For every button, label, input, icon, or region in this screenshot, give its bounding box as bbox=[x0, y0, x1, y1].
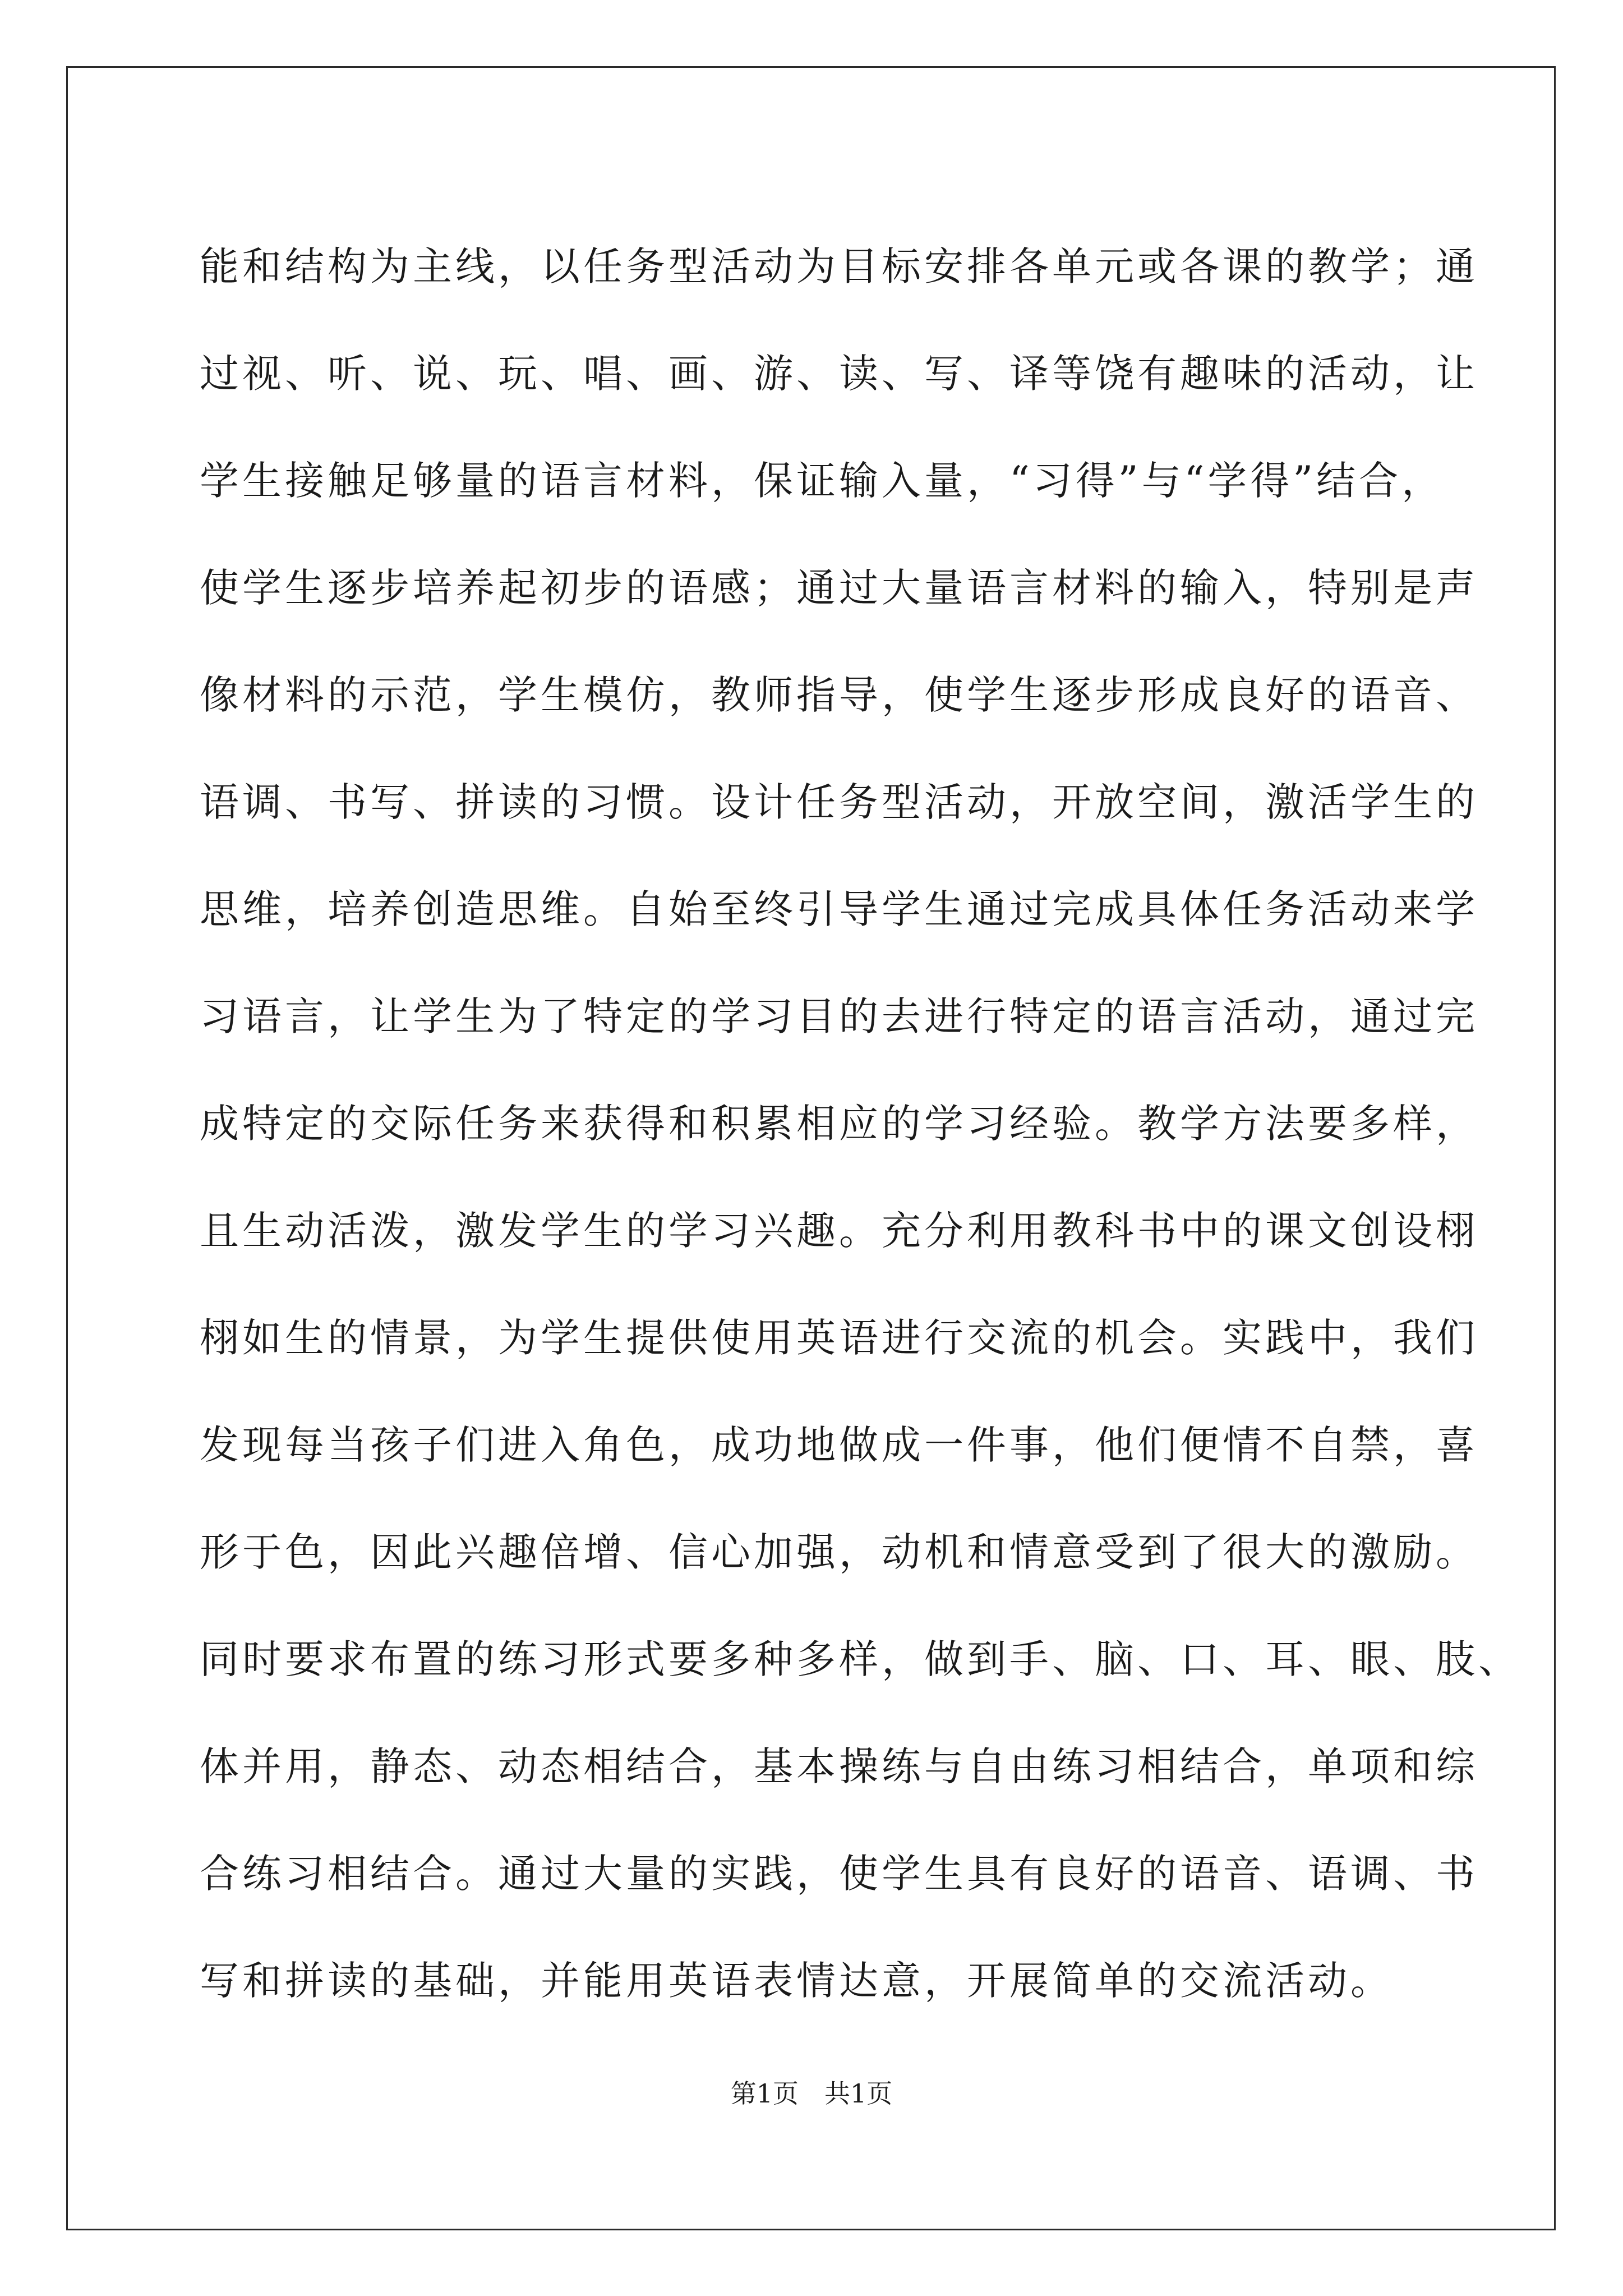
page-number: 第1页 bbox=[730, 2078, 799, 2109]
text-line: 体并用，静态、动态相结合，基本操练与自由练习相结合，单项和综 bbox=[200, 1743, 1478, 1789]
text-line: 思维，培养创造思维。自始至终引导学生通过完成具体任务活动来学 bbox=[200, 886, 1478, 932]
document-body bbox=[200, 213, 1521, 2035]
text-line: 成特定的交际任务来获得和积累相应的学习经验。教学方法要多样， bbox=[200, 1101, 1478, 1147]
text-line: 习语言，让学生为了特定的学习目的去进行特定的语言活动，通过完 bbox=[200, 993, 1478, 1039]
page-footer bbox=[0, 2077, 1623, 2110]
text-line: 过视、听、说、玩、唱、画、游、读、写、译等饶有趣味的活动，让 bbox=[200, 351, 1478, 397]
text-line: 能和结构为主线，以任务型活动为目标安排各单元或各课的教学；通 bbox=[200, 243, 1478, 289]
text-line: 形于色，因此兴趣倍增、信心加强，动机和情意受到了很大的激励。 bbox=[200, 1529, 1478, 1575]
page-count: 共1页 bbox=[824, 2078, 893, 2109]
text-line: 且生动活泼，激发学生的学习兴趣。充分利用教科书中的课文创设栩 bbox=[200, 1208, 1478, 1254]
text-line: 栩如生的情景，为学生提供使用英语进行交流的机会。实践中，我们 bbox=[200, 1315, 1478, 1361]
text-line: 写和拼读的基础，并能用英语表情达意，开展简单的交流活动。 bbox=[200, 1958, 1393, 2004]
text-line: 合练习相结合。通过大量的实践，使学生具有良好的语音、语调、书 bbox=[200, 1851, 1478, 1897]
text-line: 同时要求布置的练习形式要多种多样，做到手、脑、口、耳、眼、肢、 bbox=[200, 1636, 1521, 1682]
text-line: 发现每当孩子们进入角色，成功地做成一件事，他们便情不自禁，喜 bbox=[200, 1422, 1478, 1468]
text-line: 像材料的示范，学生模仿，教师指导，使学生逐步形成良好的语音、 bbox=[200, 672, 1478, 718]
text-line: 学生接触足够量的语言材料，保证输入量，“习得”与“学得”结合， bbox=[200, 458, 1445, 504]
text-line: 语调、书写、拼读的习惯。设计任务型活动，开放空间，激活学生的 bbox=[200, 779, 1478, 825]
text-line: 使学生逐步培养起初步的语感；通过大量语言材料的输入，特别是声 bbox=[200, 565, 1478, 611]
